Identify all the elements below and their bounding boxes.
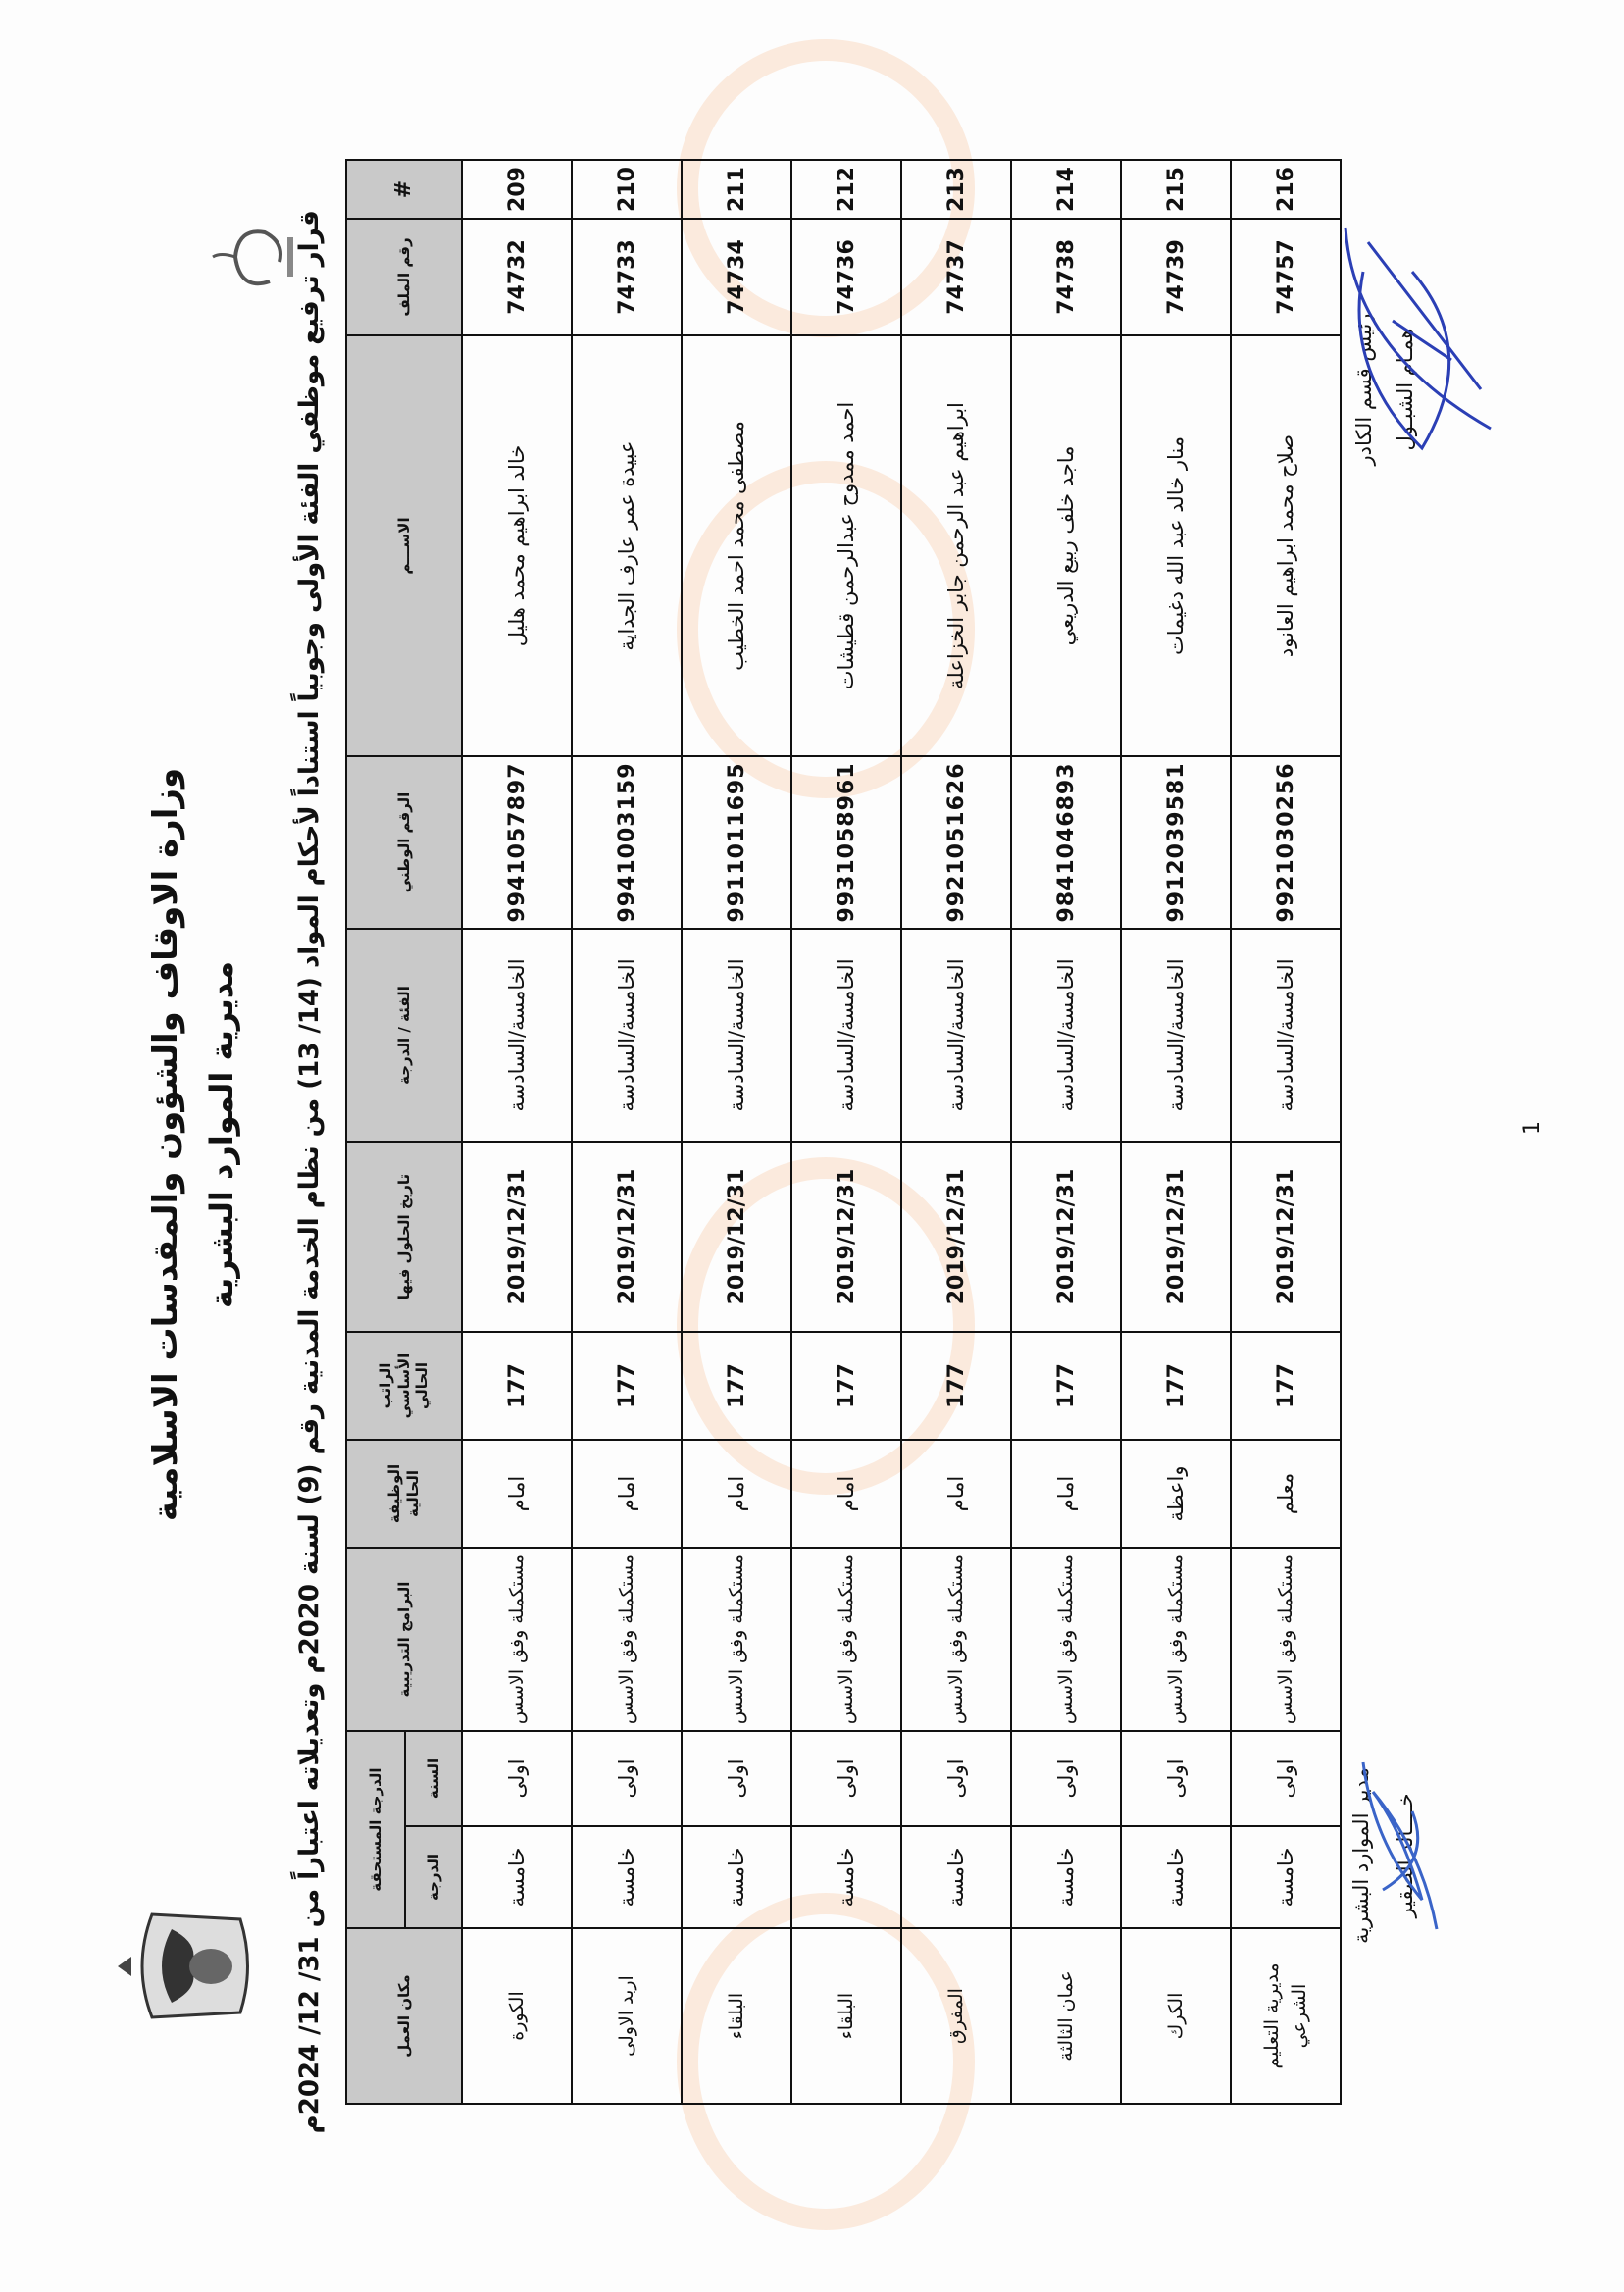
file-number: 74732 — [462, 219, 572, 335]
due-degree: خامسة — [1011, 1826, 1121, 1928]
national-id: 9941003159 — [572, 756, 682, 929]
current-job: امام — [682, 1440, 791, 1548]
employee-name: ماجد خلف ربيع الدريعي — [1011, 335, 1121, 756]
training-programs: مستكملة وفق الاسس — [791, 1548, 901, 1731]
directorate-name: مديرية الموارد البشرية — [203, 960, 240, 1309]
national-id: 9931058961 — [791, 756, 901, 929]
grade: الخامسة/السادسة — [1011, 929, 1121, 1142]
basic-salary: 177 — [1121, 1332, 1231, 1440]
grade: الخامسة/السادسة — [462, 929, 572, 1142]
col-header-date: تاريخ الحلول فيها — [346, 1142, 462, 1332]
national-id: 9941057897 — [462, 756, 572, 929]
basic-salary: 177 — [791, 1332, 901, 1440]
ministry-emblem-icon — [211, 213, 299, 301]
national-id: 9911011695 — [682, 756, 791, 929]
grade: الخامسة/السادسة — [572, 929, 682, 1142]
file-number: 74737 — [901, 219, 1011, 335]
jordan-coat-of-arms-icon — [113, 1900, 260, 2032]
effective-date: 2019/12/31 — [1121, 1142, 1231, 1332]
table-row — [462, 160, 572, 2104]
due-degree: خامسة — [1231, 1826, 1341, 1928]
employee-name: احمد ممدوح عبدالرحمن قطيشات — [791, 335, 901, 756]
row-number: 209 — [462, 160, 572, 219]
basic-salary: 177 — [572, 1332, 682, 1440]
file-number: 74734 — [682, 219, 791, 335]
hr-director-name: خــــالد الصقير — [1394, 1793, 1417, 1918]
grade: الخامسة/السادسة — [901, 929, 1011, 1142]
col-header-name: الاســـم — [346, 335, 462, 756]
due-degree: خامسة — [572, 1826, 682, 1928]
due-degree: خامسة — [901, 1826, 1011, 1928]
table-row — [1011, 160, 1121, 2104]
row-number: 211 — [682, 160, 791, 219]
due-year: اولى — [791, 1731, 901, 1826]
decision-title: قرار ترفيع موظفي الفئة الأولى وجوبياً استناداً لأحكام المواد (14/ 13) من نظام الخدمة المدنية رقم (9) لسنة 2020م وتعديلاته اعتباراً من 31/ 12/ 2024م — [294, 210, 325, 2134]
training-programs: مستكملة وفق الاسس — [901, 1548, 1011, 1731]
hr-director-title: مدير الموارد البشرية — [1349, 1767, 1373, 1944]
work-place: مديرية التعليم الشرعي — [1231, 1928, 1341, 2104]
table-row — [572, 160, 682, 2104]
current-job: امام — [1011, 1440, 1121, 1548]
ministry-name: وزارة الاوقاف والشؤون والمقدسات الاسلامية — [146, 767, 185, 1522]
file-number: 74736 — [791, 219, 901, 335]
training-programs: مستكملة وفق الاسس — [572, 1548, 682, 1731]
basic-salary: 177 — [682, 1332, 791, 1440]
file-number: 74739 — [1121, 219, 1231, 335]
national-id: 9921051626 — [901, 756, 1011, 929]
table-row — [791, 160, 901, 2104]
work-place: البلقاء — [791, 1928, 901, 2104]
due-year: اولى — [682, 1731, 791, 1826]
employee-name: عبيدة عمر عارف الجداية — [572, 335, 682, 756]
col-header-file: رقم الملف — [346, 219, 462, 335]
effective-date: 2019/12/31 — [682, 1142, 791, 1332]
training-programs: مستكملة وفق الاسس — [1231, 1548, 1341, 1731]
hr-director-signature — [1344, 1743, 1451, 1959]
due-degree: خامسة — [462, 1826, 572, 1928]
col-header-salary: الراتب الأساسي الحالي — [346, 1332, 462, 1440]
current-job: معلم — [1231, 1440, 1341, 1548]
due-degree: خامسة — [1121, 1826, 1231, 1928]
work-place: الكورة — [462, 1928, 572, 2104]
cadre-head-signature — [1334, 223, 1530, 468]
due-degree: خامسة — [682, 1826, 791, 1928]
effective-date: 2019/12/31 — [791, 1142, 901, 1332]
current-job: امام — [462, 1440, 572, 1548]
row-number: 215 — [1121, 160, 1231, 219]
basic-salary: 177 — [901, 1332, 1011, 1440]
due-year: اولى — [1121, 1731, 1231, 1826]
col-header-due-year: السنة — [405, 1731, 462, 1826]
work-place: البلقاء — [682, 1928, 791, 2104]
promotion-table — [345, 159, 1342, 2105]
employee-name: صلاح محمد ابراهيم العانود — [1231, 335, 1341, 756]
table-row — [682, 160, 791, 2104]
table-row — [1231, 160, 1341, 2104]
row-number: 216 — [1231, 160, 1341, 219]
effective-date: 2019/12/31 — [1231, 1142, 1341, 1332]
due-year: اولى — [572, 1731, 682, 1826]
col-header-job: الوظيفة الحالية — [346, 1440, 462, 1548]
decision-title-line — [292, 174, 328, 2134]
due-year: اولى — [1011, 1731, 1121, 1826]
file-number: 74733 — [572, 219, 682, 335]
employee-name: ابراهيم عبد الرحمن جابر الخزاعلة — [901, 335, 1011, 756]
work-place: اربد الاولى — [572, 1928, 682, 2104]
col-header-due-grade: الدرجة المستحقة — [346, 1731, 405, 1928]
col-header-grade: الفئة / الدرجة — [346, 929, 462, 1142]
current-job: امام — [572, 1440, 682, 1548]
grade: الخامسة/السادسة — [1121, 929, 1231, 1142]
training-programs: مستكملة وفق الاسس — [682, 1548, 791, 1731]
training-programs: مستكملة وفق الاسس — [462, 1548, 572, 1731]
grade: الخامسة/السادسة — [1231, 929, 1341, 1142]
national-id: 9912039581 — [1121, 756, 1231, 929]
current-job: امام — [901, 1440, 1011, 1548]
due-year: اولى — [1231, 1731, 1341, 1826]
file-number: 74738 — [1011, 219, 1121, 335]
effective-date: 2019/12/31 — [1011, 1142, 1121, 1332]
grade: الخامسة/السادسة — [682, 929, 791, 1142]
row-number: 214 — [1011, 160, 1121, 219]
work-place: المفرق — [901, 1928, 1011, 2104]
national-id: 9921030256 — [1231, 756, 1341, 929]
current-job: امام — [791, 1440, 901, 1548]
col-header-place: مكان العمل — [346, 1928, 462, 2104]
row-number: 210 — [572, 160, 682, 219]
due-degree: خامسة — [791, 1826, 901, 1928]
page-number: 1 — [1520, 1121, 1545, 1135]
employee-name: خالد ابراهيم محمد هليل — [462, 335, 572, 756]
training-programs: مستكملة وفق الاسس — [1121, 1548, 1231, 1731]
row-number: 213 — [901, 160, 1011, 219]
table-row — [901, 160, 1011, 2104]
basic-salary: 177 — [1011, 1332, 1121, 1440]
national-id: 9841046893 — [1011, 756, 1121, 929]
employee-name: منار خالد عبد الله دغيمات — [1121, 335, 1231, 756]
effective-date: 2019/12/31 — [901, 1142, 1011, 1332]
basic-salary: 177 — [462, 1332, 572, 1440]
current-job: واعظة — [1121, 1440, 1231, 1548]
file-number: 74757 — [1231, 219, 1341, 335]
cadre-head-title: رئيس قسم الكادر — [1352, 313, 1376, 466]
due-year: اولى — [901, 1731, 1011, 1826]
col-header-number: # — [346, 160, 462, 219]
effective-date: 2019/12/31 — [572, 1142, 682, 1332]
work-place: الكرك — [1121, 1928, 1231, 2104]
cadre-head-name: همـام الشبـول — [1394, 328, 1417, 451]
due-year: اولى — [462, 1731, 572, 1826]
col-header-national-id: الرقم الوطني — [346, 756, 462, 929]
employee-name: مصطفى محمد احمد الخطيب — [682, 335, 791, 756]
col-header-programs: البرامج التدريبية — [346, 1548, 462, 1731]
basic-salary: 177 — [1231, 1332, 1341, 1440]
training-programs: مستكملة وفق الاسس — [1011, 1548, 1121, 1731]
effective-date: 2019/12/31 — [462, 1142, 572, 1332]
grade: الخامسة/السادسة — [791, 929, 901, 1142]
col-header-due-degree: الدرجة — [405, 1826, 462, 1928]
work-place: عمان الثالثة — [1011, 1928, 1121, 2104]
row-number: 212 — [791, 160, 901, 219]
table-row — [1121, 160, 1231, 2104]
